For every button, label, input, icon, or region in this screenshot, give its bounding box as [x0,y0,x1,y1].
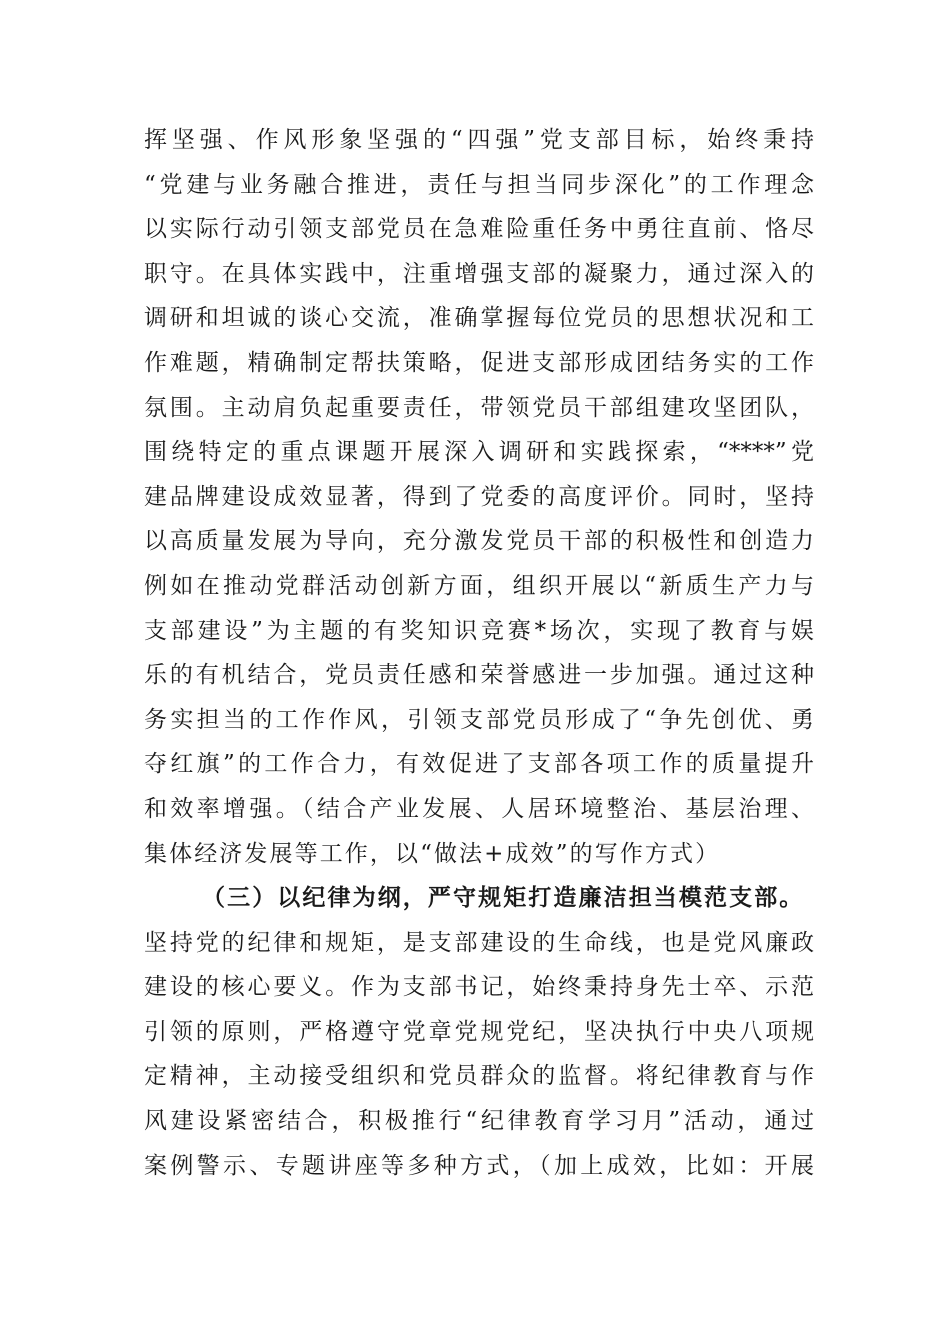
text-line: 作难题，精确制定帮扶策略，促进支部形成团结务实的工作 [144,349,814,376]
text-line: 集体经济发展等工作，以“做法+成效”的写作方式） [144,840,721,867]
text-line: 务实担当的工作作风，引领支部党员形成了“争先创优、勇 [144,706,814,733]
text-line: 风建设紧密结合，积极推行“纪律教育学习月”活动，通过 [144,1108,814,1135]
text-line: “党建与业务融合推进，责任与担当同步深化”的工作理念 [144,171,814,198]
text-line: 围绕特定的重点课题开展深入调研和实践探索，“****”党 [144,439,814,466]
text-line: 坚持党的纪律和规矩，是支部建设的生命线，也是党风廉政 [144,929,814,956]
text-line: 职守。在具体实践中，注重增强支部的凝聚力，通过深入的 [144,260,814,287]
text-line: 建品牌建设成效显著，得到了党委的高度评价。同时，坚持 [144,483,814,510]
body-text [144,118,814,1188]
text-line: 以高质量发展为导向，充分激发党员干部的积极性和创造力 [144,528,814,555]
text-line: 夺红旗”的工作合力，有效促进了支部各项工作的质量提升 [144,751,814,778]
text-line: 定精神，主动接受组织和党员群众的监督。将纪律教育与作 [144,1063,814,1090]
text-line: 氛围。主动肩负起重要责任，带领党员干部组建攻坚团队， [144,394,814,421]
text-line: 引领的原则，严格遵守党章党规党纪，坚决执行中央八项规 [144,1018,814,1045]
section-heading: （三）以纪律为纲，严守规矩打造廉洁担当模范支部。 [202,884,805,912]
text-line: 支部建设”为主题的有奖知识竞赛*场次，实现了教育与娱 [144,617,814,644]
text-line: 乐的有机结合，党员责任感和荣誉感进一步加强。通过这种 [144,662,814,689]
text-line: 建设的核心要义。作为支部书记，始终秉持身先士卒、示范 [144,974,814,1001]
text-line: 和效率增强。（结合产业发展、人居环境整治、基层治理、 [144,795,814,822]
text-line: 调研和坦诚的谈心交流，准确掌握每位党员的思想状况和工 [144,305,814,332]
text-line: 以实际行动引领支部党员在急难险重任务中勇往直前、恪尽 [144,216,814,243]
text-line: 案例警示、专题讲座等多种方式，（加上成效，比如：开展 [144,1152,814,1179]
text-line: 例如在推动党群活动创新方面，组织开展以“新质生产力与 [144,572,814,599]
text-line: 挥坚强、作风形象坚强的“四强”党支部目标，始终秉持 [144,127,814,153]
